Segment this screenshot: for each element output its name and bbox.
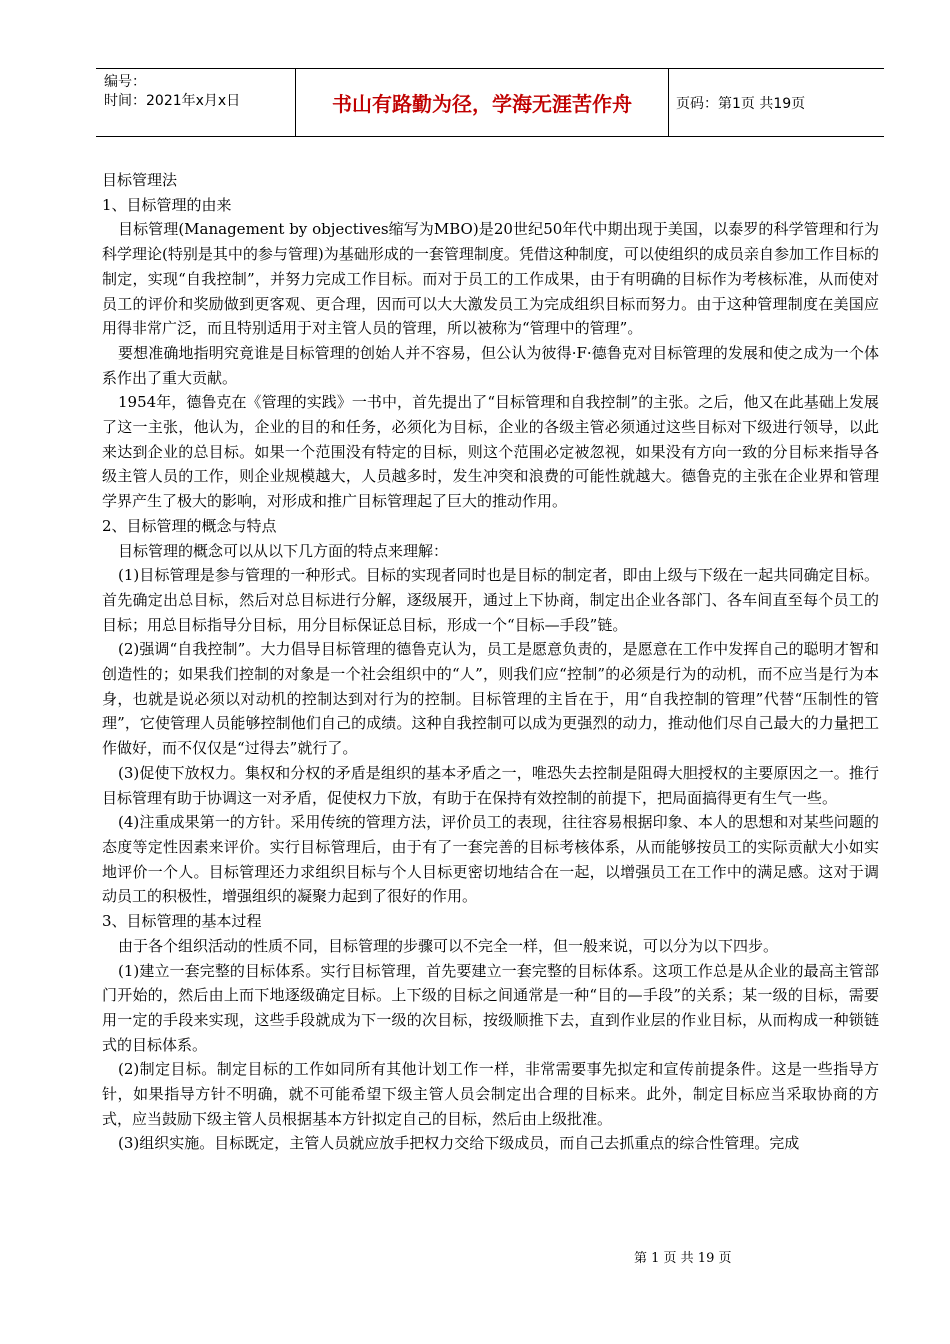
header-left-cell xyxy=(104,69,294,136)
document-title: 目标管理法 xyxy=(102,171,178,189)
paragraph: 目标管理的概念可以从以下几方面的特点来理解： xyxy=(118,541,449,560)
section-heading-3: 3、目标管理的基本过程 xyxy=(102,912,262,931)
paragraph: 由于各个组织活动的性质不同，目标管理的步骤可以不完全一样，但一般来说，可以分为以下四步。 xyxy=(118,936,779,955)
document-body xyxy=(102,168,879,1156)
paragraph: (2)制定目标。制定目标的工作如同所有其他计划工作一样，非常需要事先拟定和宣传前提条件。这是一些指导方针，如果指导方针不明确，就不可能希望下级主管人员会制定出合理的目标来。此外，制定目标应当采取协商的方式，应当鼓励下级主管人员根据基本方针拟定自己的目标，然后由上级批准。 xyxy=(102,1060,879,1128)
paragraph: (4)注重成果第一的方针。采用传统的管理方法，评价员工的表现，往往容易根据印象、本人的思想和对某些问题的态度等定性因素来评价。实行目标管理后，由于有了一套完善的目标考核体系，从而能够按员工的实际贡献大小如实地评价一个人。目标管理还力求组织目标与个人目标更密切地结合在一起，以增强员工在工作中的满足感。这对于调动员工的积极性，增强组织的凝聚力起到了很好的作用。 xyxy=(102,813,879,906)
page-header xyxy=(96,68,884,137)
page-footer: 第 1 页 共 19 页 xyxy=(634,1251,732,1266)
header-page-info: 页码：第1页 共19页 xyxy=(676,95,806,112)
paragraph: (1)目标管理是参与管理的一种形式。目标的实现者同时也是目标的制定者，即由上级与下级在一起共同确定目标。首先确定出总目标，然后对总目标进行分解，逐级展开，通过上下协商，制定出企业各部门、各车间直至每个员工的目标；用总目标指导分目标，用分目标保证总目标，形成一个“目标—手段”链。 xyxy=(102,566,879,634)
section-heading-2: 2、目标管理的概念与特点 xyxy=(102,516,277,535)
paragraph: (3)促使下放权力。集权和分权的矛盾是组织的基本矛盾之一，唯恐失去控制是阻碍大胆授权的主要原因之一。推行目标管理有助于协调这一对矛盾，促使权力下放，有助于在保持有效控制的前提下，把局面搞得更有生气一些。 xyxy=(102,763,879,807)
paragraph: 要想准确地指明究竟谁是目标管理的创始人并不容易，但公认为彼得·F·德鲁克对目标管理的发展和使之成为一个体系作出了重大贡献。 xyxy=(102,343,879,387)
doc-number-label: 编号： xyxy=(104,74,146,90)
paragraph: (3)组织实施。目标既定，主管人员就应放手把权力交给下级成员，而自己去抓重点的综合性管理。完成 xyxy=(118,1134,800,1153)
paragraph: (1)建立一套完整的目标体系。实行目标管理，首先要建立一套完整的目标体系。这项工作总是从企业的最高主管部门开始的，然后由上而下地逐级确定目标。上下级的目标之间通常是一种“目的—手段”的关系；某一级的目标，需要用一定的手段来实现，这些手段就成为下一级的次目标，按级顺推下去，直到作业层的作业目标，从而构成一种锁链式的目标体系。 xyxy=(102,961,879,1054)
header-motto: 书山有路勤为径，学海无涯苦作舟 xyxy=(295,69,669,136)
section-heading-1: 1、目标管理的由来 xyxy=(102,195,232,214)
paragraph: (2)强调“自我控制”。大力倡导目标管理的德鲁克认为，员工是愿意负责的，是愿意在工作中发挥自己的聪明才智和创造性的；如果我们控制的对象是一个社会组织中的“人”，则我们应“控制”的必须是行为的动机，而不应当是行为本身，也就是说必须以对动机的控制达到对行为的控制。目标管理的主旨在于，用“自我控制的管理”代替“压制性的管理”，它使管理人员能够控制他们自己的成绩。这种自我控制可以成为更强烈的动力，推动他们尽自己最大的力量把工作做好，而不仅仅是“过得去”就行了。 xyxy=(102,640,879,758)
doc-time-label: 时间：2021年x月x日 xyxy=(104,93,241,109)
paragraph: 1954年，德鲁克在《管理的实践》一书中，首先提出了“目标管理和自我控制”的主张。之后，他又在此基础上发展了这一主张，他认为，企业的目的和任务，必须化为目标，企业的各级主管必须通过这些目标对下级进行领导，以此来达到企业的总目标。如果一个范围没有特定的目标，则这个范围必定被忽视，如果没有方向一致的分目标来指导各级主管人员的工作，则企业规模越大，人员越多时，发生冲突和浪费的可能性就越大。德鲁克的主张在企业界和管理学界产生了极大的影响，对形成和推广目标管理起了巨大的推动作用。 xyxy=(102,393,879,511)
paragraph: 目标管理(Management by objectives缩写为MBO)是20世纪50年代中期出现于美国，以泰罗的科学管理和行为科学理论(特别是其中的参与管理)为基础形成的一套管理制度。凭借这种制度，可以使组织的成员亲自参加工作目标的制定，实现“自我控制”，并努力完成工作目标。而对于员工的工作成果，由于有明确的目标作为考核标准，从而使对员工的评价和奖励做到更客观、更合理，因而可以大大激发员工为完成组织目标而努力。由于这种管理制度在美国应用得非常广泛，而且特别适用于对主管人员的管理，所以被称为“管理中的管理”。 xyxy=(102,220,879,338)
